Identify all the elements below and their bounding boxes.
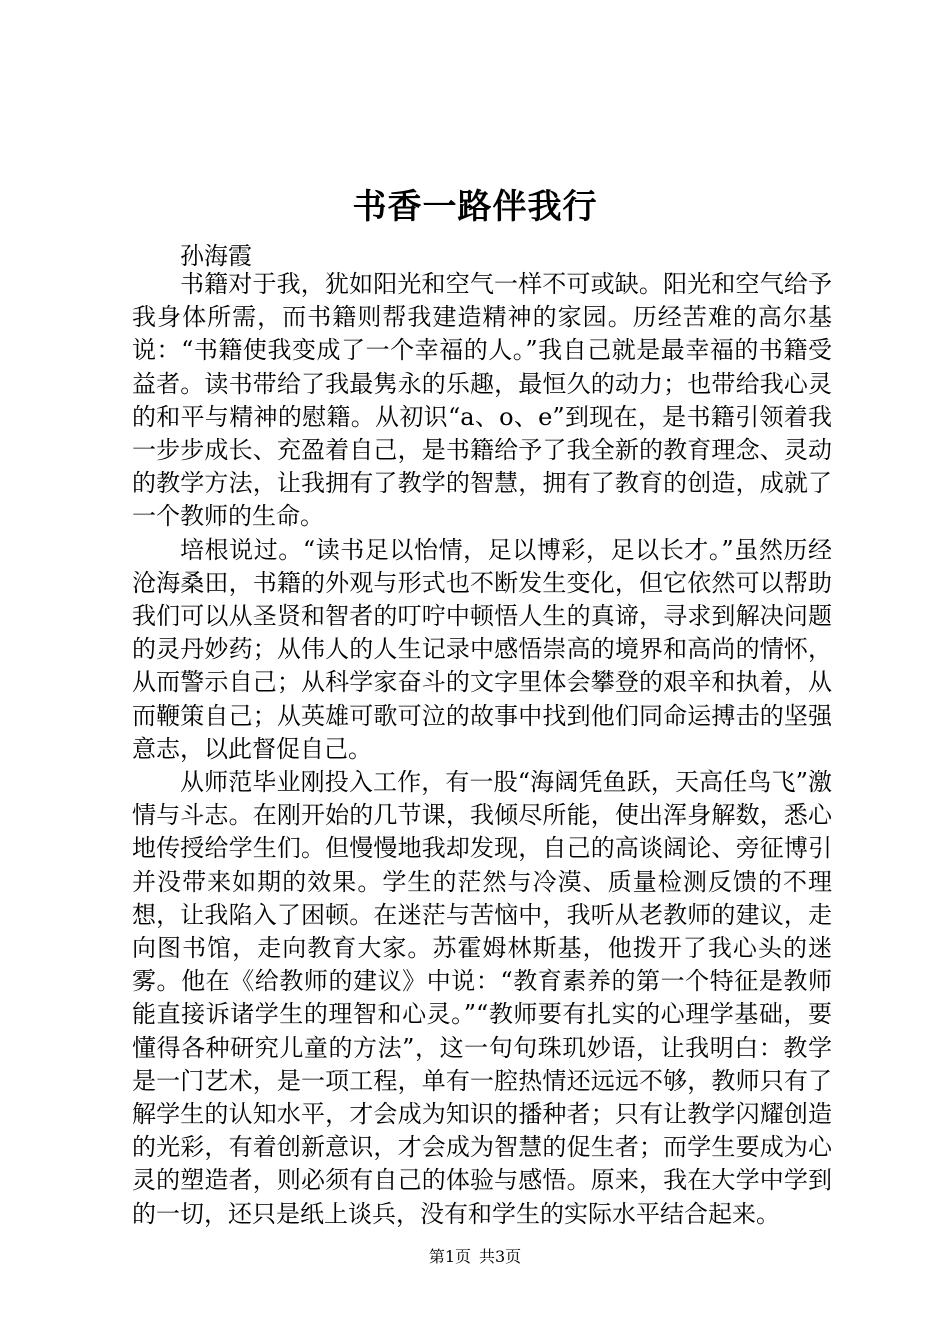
document-body: [132, 268, 832, 1231]
page-number: 第1页: [428, 1247, 471, 1266]
author-name: 孙海霞: [180, 242, 252, 270]
document-title: 书香一路伴我行: [352, 187, 598, 227]
paragraph: 书籍对于我，犹如阳光和空气一样不可或缺。阳光和空气给予我身体所需，而书籍则帮我建造精神的家园。历经苦难的高尔基说：“书籍使我变成了一个幸福的人。”我自己就是最幸福的书籍受益者。读书带给了我最隽永的乐趣，最恒久的动力；也带给我心灵的和平与精神的慰籍。从初识“a、o、e”到现在，是书籍引领着我一步步成长、充盈着自己，是书籍给予了我全新的教育理念、灵动的教学方法，让我拥有了教学的智慧，拥有了教育的创造，成就了一个教师的生命。: [132, 270, 832, 531]
paragraph: 培根说过。“读书足以怡情，足以博彩，足以长才。”虽然历经沧海桑田，书籍的外观与形式也不断发生变化，但它依然可以帮助我们可以从圣贤和智者的叮咛中顿悟人生的真谛，寻求到解决问题的灵丹妙药；从伟人的人生记录中感悟崇高的境界和高尚的情怀，从而警示自己；从科学家奋斗的文字里体会攀登的艰辛和执着，从而鞭策自己；从英雄可歌可泣的故事中找到他们同命运搏击的坚强意志，以此督促自己。: [132, 535, 832, 763]
page-total: 共3页: [479, 1247, 522, 1266]
page-footer: [0, 1246, 950, 1268]
paragraph: 从师范毕业刚投入工作，有一股“海阔凭鱼跃，天高任鸟飞”激情与斗志。在刚开始的几节课，我倾尽所能，使出浑身解数，悉心地传授给学生们。但慢慢地我却发现，自己的高谈阔论、旁征博引并没带来如期的效果。学生的茫然与冷漠、质量检测反馈的不理想，让我陷入了困顿。在迷茫与苦恼中，我听从老教师的建议，走向图书馆，走向教育大家。苏霍姆林斯基，他拨开了我心头的迷雾。他在《给教师的建议》中说：“教育素养的第一个特征是教师能直接诉诸学生的理智和心灵。”“教师要有扎实的心理学基础，要懂得各种研究儿童的方法”，这一句句珠玑妙语，让我明白：教学是一门艺术，是一项工程，单有一腔热情还远远不够，教师只有了解学生的认知水平，才会成为知识的播种者；只有让教学闪耀创造的光彩，有着创新意识，才会成为智慧的促生者；而学生要成为心灵的塑造者，则必须有自己的体验与感悟。原来，我在大学中学到的一切，还只是纸上谈兵，没有和学生的实际水平结合起来。: [132, 768, 832, 1228]
